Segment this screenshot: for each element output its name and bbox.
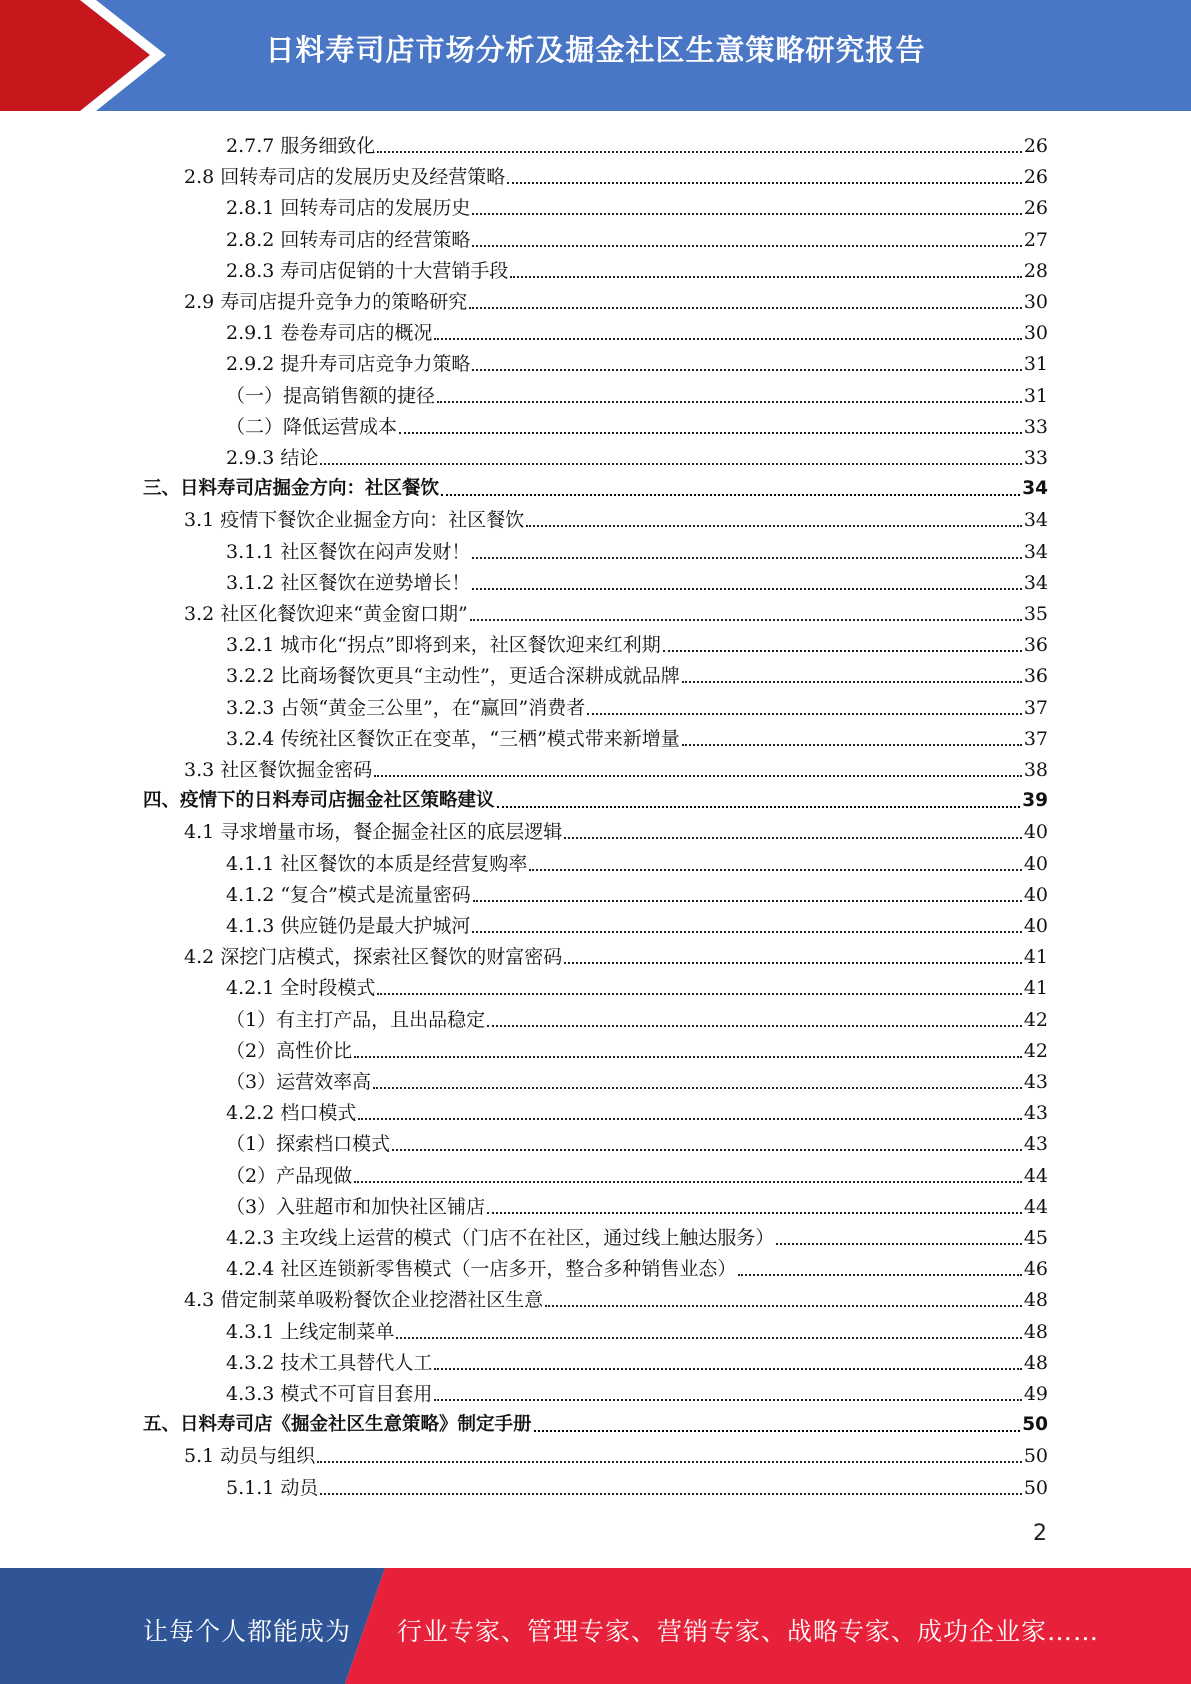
toc-dot-leader xyxy=(377,134,1021,158)
toc-entry[interactable] xyxy=(184,1281,1048,1312)
toc-entry[interactable] xyxy=(226,221,1048,252)
toc-dot-leader xyxy=(320,1476,1021,1500)
toc-entry-title: 3.3 社区餐饮掘金密码 xyxy=(184,759,373,781)
toc-entry[interactable] xyxy=(143,1406,1048,1437)
toc-dot-leader xyxy=(510,259,1021,283)
toc-entry[interactable] xyxy=(184,1437,1048,1468)
toc-entry[interactable] xyxy=(226,720,1048,751)
toc-entry-page: 45 xyxy=(1023,1227,1048,1249)
toc-entry-page: 42 xyxy=(1023,1008,1048,1031)
toc-entry-page: 37 xyxy=(1023,696,1048,719)
toc-dot-leader xyxy=(374,758,1022,782)
toc-entry-page: 43 xyxy=(1023,1133,1048,1156)
toc-entry[interactable] xyxy=(226,252,1048,283)
toc-entry-page: 33 xyxy=(1023,415,1048,438)
toc-dot-leader xyxy=(738,1257,1021,1281)
toc-dot-leader xyxy=(373,1070,1022,1094)
toc-entry[interactable] xyxy=(226,1032,1048,1063)
toc-entry-title: 3.2.1 城市化“拐点”即将到来，社区餐饮迎来红利期 xyxy=(226,634,661,657)
toc-entry-title: 2.7.7 服务细致化 xyxy=(226,135,376,157)
report-title: 日料寿司店市场分析及掘金社区生意策略研究报告 xyxy=(265,33,926,67)
toc-entry-page: 40 xyxy=(1023,852,1048,875)
toc-entry[interactable] xyxy=(184,283,1048,314)
toc-dot-leader xyxy=(564,945,1022,969)
toc-dot-leader xyxy=(682,727,1022,751)
toc-dot-leader xyxy=(472,571,1021,595)
header-chevron-graphic xyxy=(0,0,170,111)
toc-entry-title: 四、疫情下的日料寿司店掘金社区策略建议 xyxy=(143,790,495,812)
toc-entry-page: 44 xyxy=(1023,1164,1048,1187)
toc-dot-leader xyxy=(663,633,1022,657)
toc-entry-title: 4.1 寻求增量市场，餐企掘金社区的底层逻辑 xyxy=(184,821,563,844)
toc-entry-page: 39 xyxy=(1022,790,1048,812)
toc-entry[interactable] xyxy=(226,876,1048,907)
toc-entry[interactable] xyxy=(226,1250,1048,1281)
toc-entry-page: 50 xyxy=(1022,1414,1048,1436)
toc-dot-leader xyxy=(526,508,1022,532)
toc-entry-title: （3）运营效率高 xyxy=(226,1071,372,1093)
toc-entry-title: 2.9.2 提升寿司店竞争力策略 xyxy=(226,353,471,376)
toc-entry[interactable] xyxy=(226,1344,1048,1375)
toc-dot-leader xyxy=(472,914,1021,938)
toc-entry-title: 3.2.3 占领“黄金三公里”，在“赢回”消费者 xyxy=(226,696,586,719)
toc-entry[interactable] xyxy=(226,907,1048,938)
toc-entry-title: 3.1.2 社区餐饮在逆势增长！ xyxy=(226,571,471,594)
toc-entry-page: 40 xyxy=(1023,883,1048,906)
toc-entry-page: 48 xyxy=(1023,1351,1048,1374)
toc-entry-page: 48 xyxy=(1023,1320,1048,1343)
toc-dot-leader xyxy=(354,1039,1022,1063)
toc-entry-title: 5.1.1 动员 xyxy=(226,1476,319,1499)
toc-entry-title: 4.3 借定制菜单吸粉餐饮企业挖潜社区生意 xyxy=(184,1289,544,1312)
toc-entry-page: 34 xyxy=(1023,571,1048,594)
page-footer xyxy=(0,1568,1191,1684)
toc-entry-title: 3.1.1 社区餐饮在闷声发财！ xyxy=(226,540,471,563)
toc-entry[interactable] xyxy=(226,314,1048,345)
toc-dot-leader xyxy=(434,1382,1021,1406)
toc-entry-page: 30 xyxy=(1023,291,1048,313)
toc-entry-title: （3）入驻超市和加快社区铺店 xyxy=(226,1195,486,1218)
toc-dot-leader xyxy=(564,820,1022,844)
toc-dot-leader xyxy=(392,1132,1022,1156)
toc-entry-title: 2.8.1 回转寿司店的发展历史 xyxy=(226,197,471,220)
toc-entry-page: 41 xyxy=(1023,946,1048,969)
toc-entry-title: （一）提高销售额的捷径 xyxy=(226,384,436,407)
toc-entry-page: 50 xyxy=(1023,1445,1048,1468)
toc-entry-page: 33 xyxy=(1023,447,1048,469)
toc-entry[interactable] xyxy=(226,127,1048,158)
toc-entry-page: 43 xyxy=(1023,1102,1048,1125)
toc-entry-title: 2.8.3 寿司店促销的十大营销手段 xyxy=(226,259,509,282)
toc-dot-leader xyxy=(354,1164,1022,1188)
toc-entry[interactable] xyxy=(226,1157,1048,1188)
toc-entry[interactable] xyxy=(226,377,1048,408)
toc-entry[interactable] xyxy=(226,626,1048,657)
toc-dot-leader xyxy=(682,664,1022,688)
toc-entry-title: 2.9.1 卷卷寿司店的概况 xyxy=(226,322,433,345)
toc-entry-title: （1）有主打产品，且出品稳定 xyxy=(226,1008,486,1031)
toc-entry-title: 3.2 社区化餐饮迎来“黄金窗口期” xyxy=(184,603,468,625)
toc-entry[interactable] xyxy=(226,969,1048,1000)
toc-entry[interactable] xyxy=(226,533,1048,564)
toc-entry-page: 41 xyxy=(1023,977,1048,1000)
toc-entry-title: 4.1.1 社区餐饮的本质是经营复购率 xyxy=(226,852,528,875)
toc-entry[interactable] xyxy=(143,470,1048,501)
toc-entry-page: 36 xyxy=(1023,665,1048,688)
footer-slogan-right: 行业专家、管理专家、营销专家、战略专家、成功企业家…… xyxy=(397,1617,1100,1646)
toc-entry-page: 34 xyxy=(1023,540,1048,563)
toc-entry-title: 4.2 深挖门店模式，探索社区餐饮的财富密码 xyxy=(184,946,563,969)
toc-dot-leader xyxy=(472,196,1021,220)
toc-dot-leader xyxy=(587,696,1022,720)
toc-entry[interactable] xyxy=(226,408,1048,439)
toc-entry[interactable] xyxy=(226,189,1048,220)
toc-dot-leader xyxy=(472,352,1021,376)
toc-entry-title: 4.3.3 模式不可盲目套用 xyxy=(226,1383,433,1405)
toc-entry[interactable] xyxy=(226,1001,1048,1032)
toc-entry-page: 26 xyxy=(1023,166,1048,189)
toc-entry-page: 27 xyxy=(1023,228,1048,251)
toc-entry[interactable] xyxy=(226,689,1048,720)
toc-entry-page: 38 xyxy=(1023,759,1048,781)
toc-dot-leader xyxy=(473,883,1022,907)
toc-dot-leader xyxy=(320,446,1021,470)
toc-entry-page: 44 xyxy=(1023,1195,1048,1218)
toc-entry-title: 4.2.3 主攻线上运营的模式（门店不在社区，通过线上触达服务） xyxy=(226,1227,775,1249)
toc-entry-page: 46 xyxy=(1023,1258,1048,1281)
toc-entry[interactable] xyxy=(184,158,1048,189)
toc-dot-leader xyxy=(358,1101,1021,1125)
toc-entry-page: 48 xyxy=(1023,1289,1048,1312)
toc-entry-title: 2.9 寿司店提升竞争力的策略研究 xyxy=(184,291,468,313)
toc-entry-page: 40 xyxy=(1023,915,1048,937)
toc-entry-title: 4.2.1 全时段模式 xyxy=(226,977,376,1000)
toc-dot-leader xyxy=(470,602,1022,626)
toc-entry-title: 2.8.2 回转寿司店的经营策略 xyxy=(226,228,471,251)
toc-entry-page: 26 xyxy=(1023,197,1048,220)
toc-entry[interactable] xyxy=(184,751,1048,782)
toc-entry-page: 43 xyxy=(1023,1071,1048,1093)
toc-entry-title: （2）高性价比 xyxy=(226,1039,353,1062)
toc-entry-page: 36 xyxy=(1023,634,1048,657)
toc-dot-leader xyxy=(437,384,1022,408)
toc-dot-leader xyxy=(469,290,1022,314)
toc-entry-page: 37 xyxy=(1023,727,1048,750)
toc-entry[interactable] xyxy=(226,1219,1048,1250)
toc-entry[interactable] xyxy=(226,657,1048,688)
toc-entry-page: 30 xyxy=(1023,322,1048,345)
toc-dot-leader xyxy=(399,415,1022,439)
toc-entry-title: 五、日料寿司店《掘金社区生意策略》制定手册 xyxy=(143,1414,532,1436)
toc-dot-leader xyxy=(434,1351,1021,1375)
toc-dot-leader xyxy=(441,477,1020,501)
toc-entry-page: 28 xyxy=(1023,259,1048,282)
toc-entry[interactable] xyxy=(226,845,1048,876)
toc-entry-title: 4.2.4 社区连锁新零售模式（一店多开，整合多种销售业态） xyxy=(226,1258,737,1281)
toc-entry-title: 3.2.2 比商场餐饮更具“主动性”，更适合深耕成就品牌 xyxy=(226,665,680,688)
toc-entry[interactable] xyxy=(226,1094,1048,1125)
toc-entry-title: 4.3.1 上线定制菜单 xyxy=(226,1320,395,1343)
toc-dot-leader xyxy=(434,321,1021,345)
toc-entry[interactable] xyxy=(184,938,1048,969)
toc-dot-leader xyxy=(529,852,1021,876)
toc-dot-leader xyxy=(497,789,1021,813)
toc-entry-title: （二）降低运营成本 xyxy=(226,415,398,438)
toc-entry[interactable] xyxy=(226,1188,1048,1219)
toc-entry-title: 5.1 动员与组织 xyxy=(184,1445,316,1468)
toc-entry-title: 4.1.2 “复合”模式是流量密码 xyxy=(226,883,471,906)
toc-entry-title: 3.1 疫情下餐饮企业掘金方向：社区餐饮 xyxy=(184,509,525,532)
page-number: 2 xyxy=(1033,1521,1047,1546)
toc-dot-leader xyxy=(487,1195,1022,1219)
toc-dot-leader xyxy=(472,540,1021,564)
toc-dot-leader xyxy=(507,165,1022,189)
toc-entry-page: 35 xyxy=(1023,603,1048,625)
toc-entry-page: 31 xyxy=(1023,353,1048,376)
toc-dot-leader xyxy=(472,228,1021,252)
toc-entry[interactable] xyxy=(184,501,1048,532)
toc-entry-page: 49 xyxy=(1023,1383,1048,1405)
toc-entry[interactable] xyxy=(226,1063,1048,1094)
toc-entry[interactable] xyxy=(226,345,1048,376)
toc-entry[interactable] xyxy=(184,813,1048,844)
toc-entry-title: 3.2.4 传统社区餐饮正在变革，“三栖”模式带来新增量 xyxy=(226,727,680,750)
toc-entry[interactable] xyxy=(226,1125,1048,1156)
toc-dot-leader xyxy=(377,976,1021,1000)
toc-entry-title: 4.2.2 档口模式 xyxy=(226,1102,357,1125)
toc-entry-page: 31 xyxy=(1023,384,1048,407)
toc-entry-title: 4.3.2 技术工具替代人工 xyxy=(226,1351,433,1374)
toc-entry[interactable] xyxy=(226,564,1048,595)
toc-entry-title: （1）探索档口模式 xyxy=(226,1133,391,1156)
toc-dot-leader xyxy=(317,1444,1022,1468)
toc-entry[interactable] xyxy=(226,439,1048,470)
toc-entry-title: 2.8 回转寿司店的发展历史及经营策略 xyxy=(184,166,506,189)
toc-entry-page: 34 xyxy=(1022,478,1048,500)
toc-dot-leader xyxy=(487,1008,1022,1032)
toc-dot-leader xyxy=(776,1226,1021,1250)
toc-entry-page: 50 xyxy=(1023,1476,1048,1499)
toc-entry[interactable] xyxy=(226,1469,1048,1500)
toc-entry-page: 26 xyxy=(1023,135,1048,157)
toc-entry-page: 34 xyxy=(1023,509,1048,532)
toc-entry[interactable] xyxy=(226,1313,1048,1344)
page-header xyxy=(0,0,1191,111)
footer-slogan-left: 让每个人都能成为 xyxy=(143,1617,352,1646)
toc-entry-title: 4.1.3 供应链仍是最大护城河 xyxy=(226,915,471,937)
toc-entry-title: 三、日料寿司店掘金方向：社区餐饮 xyxy=(143,478,440,500)
toc-dot-leader xyxy=(396,1320,1021,1344)
toc-entry[interactable] xyxy=(226,1375,1048,1406)
toc-entry-title: 2.9.3 结论 xyxy=(226,447,319,469)
toc-entry-page: 42 xyxy=(1023,1039,1048,1062)
toc-entry[interactable] xyxy=(184,595,1048,626)
toc-entry-page: 40 xyxy=(1023,821,1048,844)
toc-entry-title: （2）产品现做 xyxy=(226,1164,353,1187)
toc-entry[interactable] xyxy=(143,782,1048,813)
toc-dot-leader xyxy=(545,1288,1022,1312)
toc-dot-leader xyxy=(534,1413,1021,1437)
